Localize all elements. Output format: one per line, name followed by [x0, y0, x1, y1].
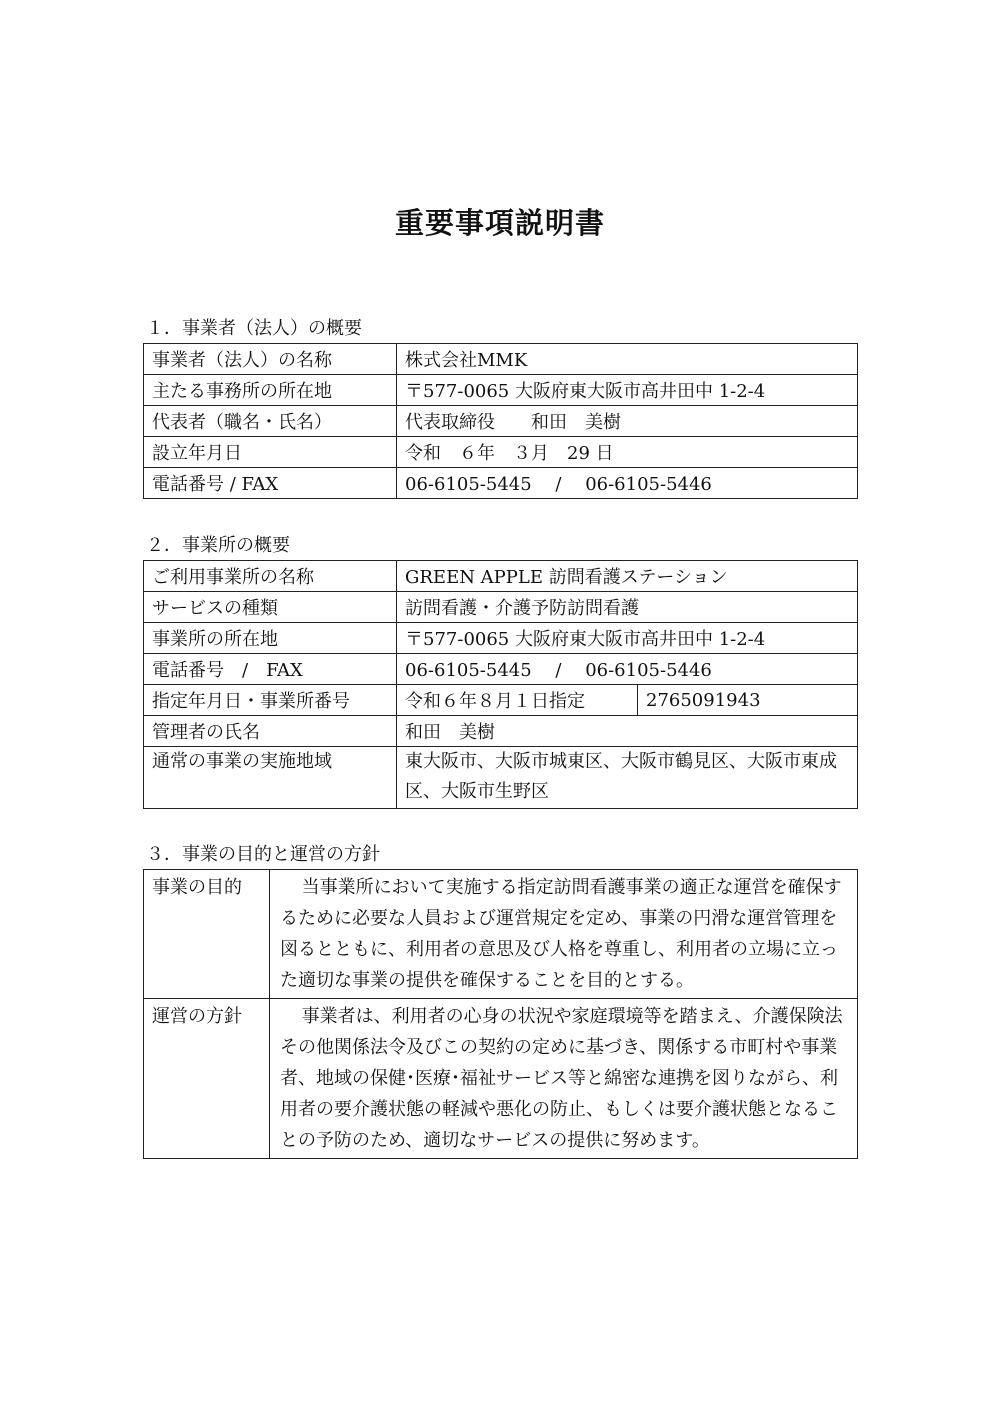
row-value: 訪問看護・介護予防訪問看護 — [397, 592, 858, 623]
row-value: 06-6105-5445 / 06-6105-5446 — [397, 468, 858, 499]
row-label: ご利用事業所の名称 — [144, 561, 397, 592]
office-number: 2765091943 — [638, 685, 858, 716]
row-value: 代表取締役 和田 美樹 — [397, 406, 858, 437]
row-label: 設立年月日 — [144, 437, 397, 468]
document-title: 重要事項説明書 — [394, 206, 605, 240]
table-row — [144, 623, 858, 654]
row-label: 代表者（職名・氏名） — [144, 406, 397, 437]
row-value: 和田 美樹 — [397, 716, 858, 747]
row-value: 令和 ６年 ３月 29 日 — [397, 437, 858, 468]
table-row — [144, 406, 858, 437]
row-value: 事業者は、利用者の心身の状況や家庭環境等を踏まえ、介護保険法その他関係法令及びこの契約の定めに基づき、関係する市町村や事業者、地域の保健･医療･福祉サービス等と綿密な連携を図りながら、利用者の要介護状態の軽減や悪化の防止、もしくは要介護状態となることの予防のため、適切なサービスの提供に努めます。 — [270, 999, 858, 1159]
table-row — [144, 747, 858, 809]
table-row — [144, 999, 858, 1159]
row-label: 電話番号 / FAX — [144, 468, 397, 499]
row-label: 事業者（法人）の名称 — [144, 344, 397, 375]
table-row — [144, 468, 858, 499]
table-row — [144, 437, 858, 468]
row-label: 管理者の氏名 — [144, 716, 397, 747]
table-row — [144, 592, 858, 623]
row-label: 電話番号 / FAX — [144, 654, 397, 685]
row-label: 主たる事務所の所在地 — [144, 375, 397, 406]
table-row — [144, 870, 858, 999]
row-label: サービスの種類 — [144, 592, 397, 623]
table-row — [144, 716, 858, 747]
row-value: GREEN APPLE 訪問看護ステーション — [397, 561, 858, 592]
designation-date: 令和６年８月１日指定 — [397, 685, 638, 716]
table-row — [144, 561, 858, 592]
row-label: 事業の目的 — [144, 870, 270, 999]
table-row — [144, 344, 858, 375]
row-value: 〒577-0065 大阪府東大阪市高井田中 1-2-4 — [397, 375, 858, 406]
row-label: 運営の方針 — [144, 999, 270, 1159]
office-overview-table — [143, 560, 858, 809]
row-value: 〒577-0065 大阪府東大阪市高井田中 1-2-4 — [397, 623, 858, 654]
row-label: 通常の事業の実施地域 — [144, 747, 397, 809]
section-3-heading: ３．事業の目的と運営の方針 — [146, 844, 380, 865]
section-1-heading: １．事業者（法人）の概要 — [146, 318, 362, 339]
row-label: 事業所の所在地 — [144, 623, 397, 654]
row-value: 当事業所において実施する指定訪問看護事業の適正な運営を確保するために必要な人員および運営規定を定め、事業の円滑な運営管理を図るとともに、利用者の意思及び人格を尊重し、利用者の立場に立った適切な事業の提供を確保することを目的とする。 — [270, 870, 858, 999]
section-2-heading: ２．事業所の概要 — [146, 535, 290, 556]
row-value: 06-6105-5445 / 06-6105-5446 — [397, 654, 858, 685]
table-row — [144, 685, 858, 716]
row-value: 東大阪市、大阪市城東区、大阪市鶴見区、大阪市東成区、大阪市生野区 — [397, 747, 858, 809]
row-value: 株式会社MMK — [397, 344, 858, 375]
company-overview-table — [143, 343, 858, 499]
table-row — [144, 654, 858, 685]
row-label: 指定年月日・事業所番号 — [144, 685, 397, 716]
purpose-policy-table — [143, 869, 858, 1159]
table-row — [144, 375, 858, 406]
